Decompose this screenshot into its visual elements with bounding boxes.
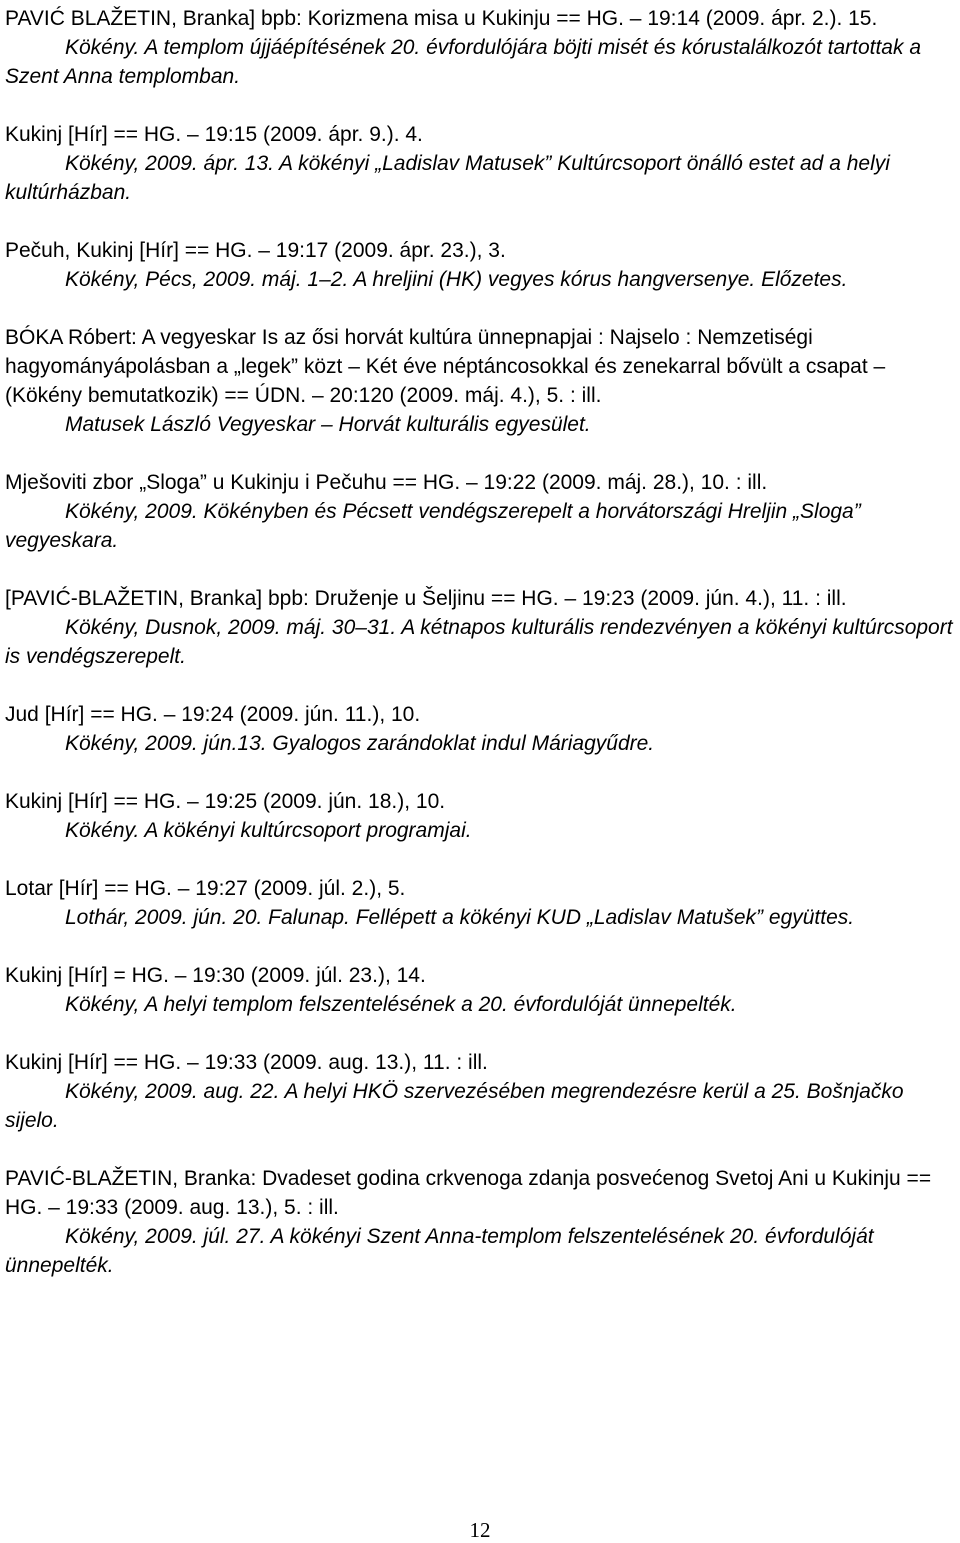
bibliography-entry — [5, 4, 958, 91]
entry-citation: Jud [Hír] == HG. – 19:24 (2009. jún. 11.), 10. — [5, 703, 421, 726]
entry-citation: PAVIĆ BLAŽETIN, Branka] bpb: Korizmena misa u Kukinju == HG. – 19:14 (2009. ápr. 2.). 15. — [5, 7, 878, 30]
entry-annotation: Kökény, 2009. júl. 27. A kökényi Szent Anna-templom felszentelésének 20. évfordulóját ünnepelték. — [5, 1225, 874, 1277]
bibliography-entry — [5, 468, 958, 555]
bibliography-entry — [5, 961, 958, 1019]
bibliography-entry — [5, 236, 958, 294]
entry-annotation: Kökény, 2009. ápr. 13. A kökényi „Ladislav Matusek” Kultúrcsoport önálló estet ad a helyi kultúrházban. — [5, 152, 890, 204]
entry-citation: PAVIĆ-BLAŽETIN, Branka: Dvadeset godina crkvenoga zdanja posvećenog Svetoj Ani u Kukinju == HG. – 19:33 (2009. aug. 13.), 5. : ill. — [5, 1167, 932, 1219]
entry-annotation: Kökény, 2009. aug. 22. A helyi HKÖ szervezésében megrendezésre kerül a 25. Bošnjačko sijelo. — [5, 1080, 904, 1132]
bibliography-entry — [5, 1164, 958, 1280]
entry-annotation: Kökény, Pécs, 2009. máj. 1–2. A hreljini (HK) vegyes kórus hangversenye. Előzetes. — [65, 268, 848, 291]
entry-annotation: Matusek László Vegyeskar – Horvát kulturális egyesület. — [65, 413, 591, 436]
bibliography-entry — [5, 700, 958, 758]
entry-citation: Lotar [Hír] == HG. – 19:27 (2009. júl. 2.), 5. — [5, 877, 406, 900]
entry-citation: [PAVIĆ-BLAŽETIN, Branka] bpb: Druženje u Šeljinu == HG. – 19:23 (2009. jún. 4.), 11. : ill. — [5, 587, 847, 610]
bibliography-entry — [5, 1048, 958, 1135]
bibliography-entry — [5, 584, 958, 671]
entry-annotation: Lothár, 2009. jún. 20. Falunap. Fellépett a kökényi KUD „Ladislav Matušek” együttes. — [65, 906, 855, 929]
entry-annotation: Kökény, A helyi templom felszentelésének a 20. évfordulóját ünnepelték. — [65, 993, 737, 1016]
bibliography-page — [5, 4, 958, 1309]
bibliography-entry — [5, 120, 958, 207]
entry-citation: Mješoviti zbor „Sloga” u Kukinju i Pečuhu == HG. – 19:22 (2009. máj. 28.), 10. : ill. — [5, 471, 768, 494]
entry-annotation: Kökény, Dusnok, 2009. máj. 30–31. A kétnapos kulturális rendezvényen a kökényi kultúrcsoport is vendégszerepelt. — [5, 616, 953, 668]
entry-annotation: Kökény. A templom újjáépítésének 20. évfordulójára böjti misét és kórustalálkozót tartottak a Szent Anna templomban. — [5, 36, 921, 88]
entry-citation: Kukinj [Hír] == HG. – 19:15 (2009. ápr. 9.). 4. — [5, 123, 423, 146]
entry-citation: Pečuh, Kukinj [Hír] == HG. – 19:17 (2009. ápr. 23.), 3. — [5, 239, 506, 262]
entry-citation: Kukinj [Hír] = HG. – 19:30 (2009. júl. 23.), 14. — [5, 964, 426, 987]
entry-annotation: Kökény. A kökényi kultúrcsoport programjai. — [65, 819, 472, 842]
entry-annotation: Kökény, 2009. Kökényben és Pécsett vendégszerepelt a horvátországi Hreljin „Sloga” vegyeskara. — [5, 500, 861, 552]
entry-annotation: Kökény, 2009. jún.13. Gyalogos zarándoklat indul Máriagyűdre. — [65, 732, 655, 755]
entry-citation: Kukinj [Hír] == HG. – 19:33 (2009. aug. 13.), 11. : ill. — [5, 1051, 488, 1074]
page-number: 12 — [469, 1518, 491, 1542]
entry-citation: BÓKA Róbert: A vegyeskar Is az ősi horvát kultúra ünnepnapjai : Najselo : Nemzetiségi hagyományápolásban a „legek” közt – Két éve néptáncosokkal és zenekarral bővült a csapat – (Kökény bemutatkozik) == ÚDN. – 20:120 (2009. máj. 4.), 5. : ill. — [5, 326, 886, 407]
bibliography-entry — [5, 787, 958, 845]
bibliography-entry — [5, 323, 958, 439]
bibliography-entry — [5, 874, 958, 932]
entry-citation: Kukinj [Hír] == HG. – 19:25 (2009. jún. 18.), 10. — [5, 790, 446, 813]
